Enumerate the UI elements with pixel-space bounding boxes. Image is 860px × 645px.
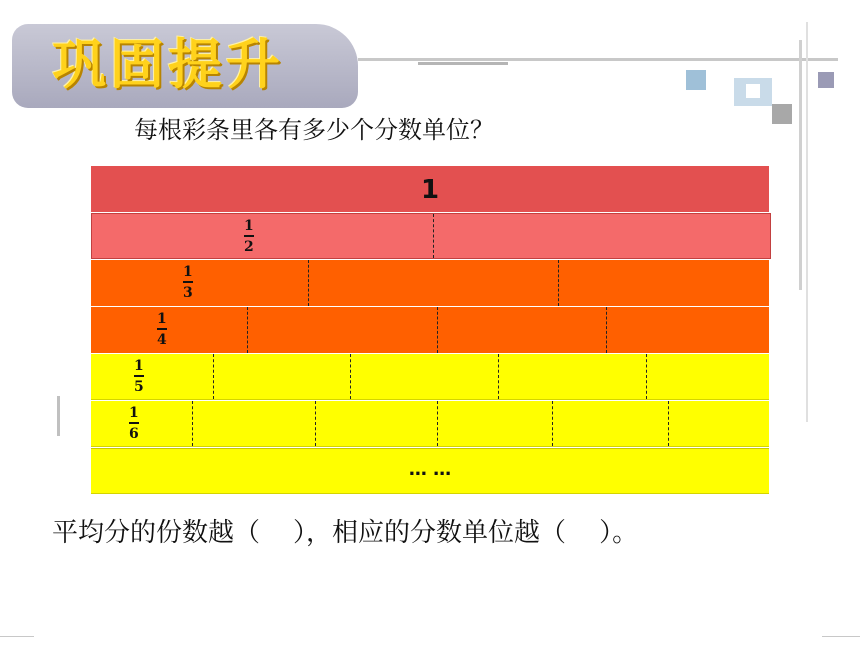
ellipsis-label: … …: [408, 459, 452, 480]
segment-divider: [552, 401, 553, 446]
fraction-numerator: 1: [157, 311, 167, 327]
fraction-denominator: 4: [157, 328, 167, 349]
segment-divider: [646, 354, 647, 399]
segment-divider: [437, 401, 438, 446]
whole-label: 1: [420, 175, 440, 205]
decor-square: [686, 70, 706, 90]
fraction-numerator: 1: [129, 405, 139, 421]
decor-line: [0, 636, 34, 637]
segment-divider: [668, 401, 669, 446]
fraction-strips: [91, 166, 769, 495]
fraction-label: [244, 217, 254, 256]
fraction-label: [134, 357, 144, 396]
fraction-numerator: 1: [244, 218, 254, 234]
fraction-label: [157, 310, 167, 349]
segment-divider: [437, 307, 438, 353]
segment-divider: [192, 401, 193, 446]
fraction-label: [129, 404, 139, 443]
decor-line: [806, 22, 808, 422]
fraction-numerator: 1: [183, 264, 193, 280]
segment-divider: [308, 260, 309, 306]
fraction-denominator: 3: [183, 281, 193, 302]
decor-line: [799, 40, 802, 290]
fraction-bar-1-4: [91, 307, 769, 353]
decor-square: [772, 104, 792, 124]
decor-line: [418, 62, 508, 65]
segment-divider: [558, 260, 559, 306]
segment-divider: [315, 401, 316, 446]
fraction-bar-1-6: [91, 401, 769, 447]
fraction-numerator: 1: [134, 358, 144, 374]
decor-line: [358, 58, 838, 61]
fraction-bar-1-3: [91, 260, 769, 306]
segment-divider: [350, 354, 351, 399]
segment-divider: [606, 307, 607, 353]
fraction-bar-whole: [91, 166, 769, 212]
decor-square: [818, 72, 834, 88]
page-title: 巩固提升: [52, 33, 284, 96]
segment-divider: [498, 354, 499, 399]
fraction-denominator: 6: [129, 422, 139, 443]
question-prompt: 每根彩条里各有多少个分数单位？: [134, 116, 494, 144]
segment-divider: [213, 354, 214, 399]
fraction-label: [183, 263, 193, 302]
fraction-bar-1-5: [91, 354, 769, 400]
segment-divider: [433, 214, 434, 258]
fraction-denominator: 5: [134, 375, 144, 396]
decor-line: [57, 396, 60, 436]
fraction-bar-more: [91, 448, 769, 494]
fill-in-question: 平均分的份数越（ ），相应的分数单位越（ ）。: [52, 518, 639, 548]
decor-square: [746, 84, 760, 98]
segment-divider: [247, 307, 248, 353]
fraction-bar-1-2: [91, 213, 771, 259]
decor-line: [822, 636, 860, 637]
fraction-denominator: 2: [244, 235, 254, 256]
